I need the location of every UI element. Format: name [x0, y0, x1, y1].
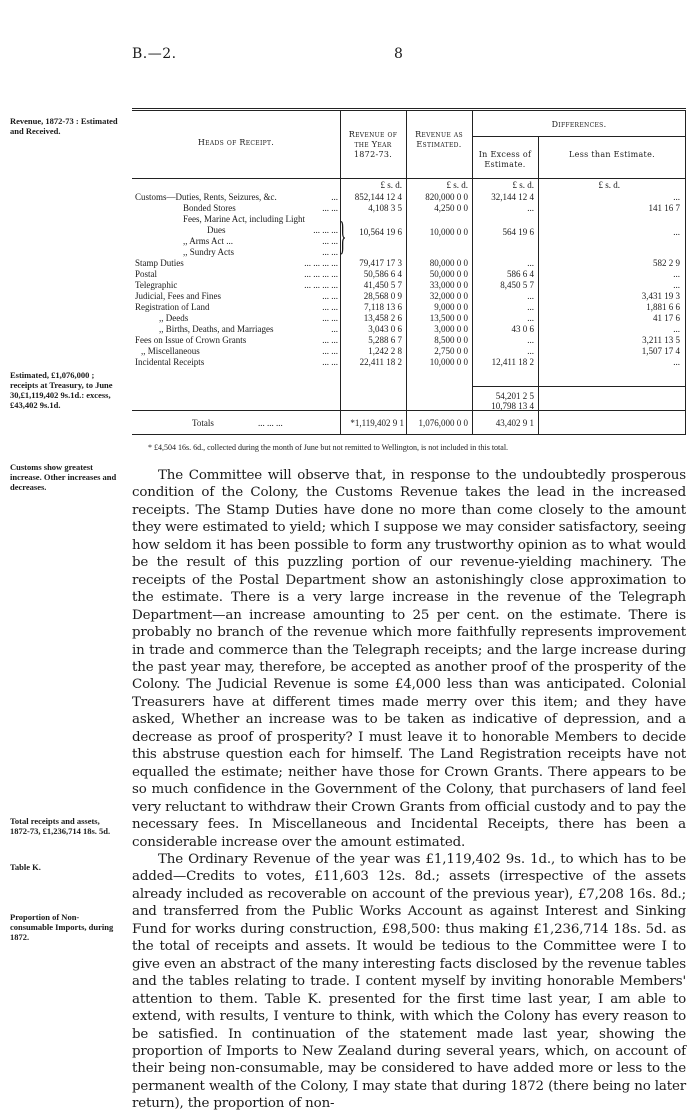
page-number: 8: [394, 46, 403, 62]
cell-less: ...: [673, 192, 680, 202]
cell-excess: 586 6 4: [507, 269, 534, 279]
cell-excess: ...: [527, 291, 534, 301]
cell-revenue: 852,144 12 4: [354, 192, 402, 202]
header-revenue-year: Revenue of the Year 1872-73.: [348, 130, 398, 159]
row-label: Dues: [207, 225, 226, 235]
table-footnote: * £4,504 16s. 6d., collected during the month of June but not remitted to Wellington, is not included in this total.: [148, 443, 509, 452]
paragraph: The Committee will observe that, in response to the undoubtedly prosperous condition of the Colony, the Customs Revenue takes the lead in the increased receipts. The Stamp Duties have done no more than come closely to the amount they were estimated to yield; which I suppose we may consider satisfactory, seeing how seldom it has been possible to form any trustworthy opinion as to what would be the result of this puzzling portion of our revenue-yielding machinery. The receipts of the Postal Department show an astonishingly close approximation to the estimate. There is a very large increase in the revenue of the Telegraph Department—an increase amounting to 25 per cent. on the estimate. There is probably no branch of the revenue which more faithfully represents improvement in trade and commerce than the Telegraph receipts; and the large increase during the past year may, therefore, be accepted as another proof of the prosperity of the Colony. The Judicial Revenue is some £4,000 less than was anticipated. Colonial Treasurers have at different times made merry over this item; and they have asked, Whether an increase was to be taken as indicative of depression, and a decrease as proof of prosperity? I must leave it to honorable Members to decide this abstruse question each for himself. The Land Registration receipts have not equalled the estimate; neither have those for Crown Grants. There appears to be so much confidence in the Government of the Colony, that purchasers of land feel very reluctant to withdraw their Crown Grants from official custody and to pay the necessary fees. In Miscellaneous and Incidental Receipts, there has been a considerable increase over the amount estimated.: [132, 468, 686, 850]
cell-less: ...: [673, 280, 680, 290]
cell-excess: ...: [527, 203, 534, 213]
cell-revenue: 3,043 0 6: [368, 324, 402, 334]
header-in-excess: In Excess of Estimate.: [478, 150, 532, 169]
cell-less: 141 16 7: [648, 203, 680, 213]
cell-excess: ...: [527, 335, 534, 345]
cell-estimated: 32,000 0 0: [429, 291, 468, 301]
cell-estimated: 10,000 0 0: [429, 227, 468, 237]
row-leader-dots: ...: [331, 324, 338, 334]
row-leader-dots: ... ...: [322, 335, 338, 345]
header-less-than: Less than Estimate.: [569, 150, 655, 159]
row-label: ,, Deeds: [159, 313, 189, 323]
row-leader-dots: ... ... ... ...: [304, 280, 338, 290]
cell-revenue: 28,568 0 9: [363, 291, 402, 301]
cell-less: ...: [673, 357, 680, 367]
cell-estimated: 33,000 0 0: [429, 280, 468, 290]
row-leader-dots: ... ...: [322, 346, 338, 356]
units-label: £ s. d.: [598, 180, 620, 190]
margin-note-total-receipts: Total receipts and assets, 1872-73, £1,236,714 18s. 5d.: [10, 816, 111, 836]
row-leader-dots: ... ... ...: [313, 225, 338, 235]
row-label: Fees on Issue of Crown Grants: [135, 335, 247, 345]
cell-revenue: 7,118 13 6: [364, 302, 402, 312]
cell-revenue: 5,288 6 7: [368, 335, 402, 345]
row-leader-dots: ... ... ... ...: [304, 258, 338, 268]
cell-estimated: 10,000 0 0: [429, 357, 468, 367]
row-leader-dots: ... ...: [322, 203, 338, 213]
cell-less: ...: [673, 227, 680, 237]
row-leader-dots: ... ...: [322, 357, 338, 367]
cell-revenue: 50,586 6 4: [363, 269, 402, 279]
cell-excess: ...: [527, 346, 534, 356]
totals-revenue: *1,119,402 9 1: [350, 418, 404, 428]
header-revenue-estimated: Revenue as Estimated.: [415, 130, 463, 149]
margin-note-table-k: Table K.: [10, 862, 41, 872]
cell-estimated: 8,500 0 0: [434, 335, 468, 345]
subtotal-excess: 54,201 2 5: [495, 391, 534, 401]
row-label: Customs—Duties, Rents, Seizures, &c.: [135, 192, 277, 202]
row-leader-dots: ... ...: [322, 236, 338, 246]
cell-estimated: 80,000 0 0: [429, 258, 468, 268]
cell-less: 3,431 19 3: [641, 291, 680, 301]
row-label: Bonded Stores: [183, 203, 236, 213]
cell-less: 1,507 17 4: [641, 346, 680, 356]
cell-less: 3,211 13 5: [642, 335, 680, 345]
cell-less: 1,881 6 6: [646, 302, 680, 312]
row-label: ,, Arms Act ...: [183, 236, 234, 246]
row-label: Judicial, Fees and Fines: [135, 291, 221, 301]
brace-marine-fees: }: [338, 213, 347, 258]
cell-estimated: 9,000 0 0: [434, 302, 468, 312]
row-label: Telegraphic: [135, 280, 178, 290]
cell-estimated: 820,000 0 0: [425, 192, 468, 202]
cell-revenue: 22,411 18 2: [359, 357, 402, 367]
row-leader-dots: ...: [331, 192, 338, 202]
row-label: ,, Miscellaneous: [141, 346, 200, 356]
page-header-reference: B.—2.: [132, 46, 177, 62]
row-leader-dots: ... ...: [322, 247, 338, 257]
totals-estimated: 1,076,000 0 0: [418, 418, 468, 428]
margin-note-non-consumable: Proportion of Non-consumable Imports, during 1872.: [10, 912, 114, 942]
totals-label: Totals: [192, 418, 214, 428]
cell-excess: 12,411 18 2: [491, 357, 534, 367]
row-label: Fees, Marine Act, including Light: [183, 214, 305, 224]
units-label: £ s. d.: [380, 180, 402, 190]
cell-excess: ...: [527, 302, 534, 312]
row-leader-dots: ... ...: [322, 313, 338, 323]
cell-excess: ...: [527, 313, 534, 323]
row-leader-dots: ... ...: [322, 291, 338, 301]
cell-revenue: 41,450 5 7: [363, 280, 402, 290]
cell-estimated: 50,000 0 0: [429, 269, 468, 279]
cell-excess: 564 19 6: [502, 227, 534, 237]
totals-leader-dots: ... ... ...: [258, 418, 283, 428]
body-text: [132, 467, 686, 1113]
units-label: £ s. d.: [512, 180, 534, 190]
cell-revenue: 10,564 19 6: [359, 227, 402, 237]
margin-note-customs: Customs show greatest increase. Other increases and decreases.: [10, 462, 117, 492]
row-label: Incidental Receipts: [135, 357, 205, 367]
row-label: ,, Births, Deaths, and Marriages: [159, 324, 274, 334]
cell-excess: 8,450 5 7: [500, 280, 534, 290]
margin-note-estimated: Estimated, £1,076,000 ; receipts at Treasury, to June 30,£1,119,402 9s.1d.: excess,£43,402 9s.1d.: [10, 370, 113, 410]
cell-revenue: 4,108 3 5: [368, 203, 402, 213]
cell-revenue: 1,242 2 8: [368, 346, 402, 356]
paragraph: The Ordinary Revenue of the year was £1,119,402 9s. 1d., to which has to be added—Credits to votes, £11,603 12s. 8d.; assets (irrespective of the assets already included as recoverable on account of the previous year), £7,208 16s. 8d.; and transferred from the Public Works Account as against Interest and Sinking Fund for works during construction, £98,500: thus making £1,236,714 18s. 5d. as the total of receipts and assets. It would be tedious to the Committee were I to give even an abstract of the many interesting facts disclosed by the revenue tables and the tables relating to trade. I content myself by inviting honorable Members' attention to them. Table K. presented for the first time last year, I am able to extend, with results, I venture to think, with which the Colony has every reason to be satisfied. In continuation of the statement made last year, showing the proportion of Imports to New Zealand during several years, which, on account of their being non-consumable, may be considered to have added more or less to the permanent wealth of the Colony, I may state that during 1872 (there being no later return), the proportion of non-: [132, 851, 686, 1112]
cell-estimated: 4,250 0 0: [434, 203, 468, 213]
row-leader-dots: ... ...: [322, 302, 338, 312]
row-label: Postal: [135, 269, 158, 279]
header-differences: Differences.: [551, 120, 607, 129]
row-leader-dots: ... ... ... ...: [304, 269, 338, 279]
cell-estimated: 13,500 0 0: [429, 313, 468, 323]
revenue-table: [132, 108, 686, 435]
cell-less: 41 17 6: [653, 313, 680, 323]
totals-excess: 43,402 9 1: [495, 418, 534, 428]
cell-excess: ...: [527, 258, 534, 268]
subtotal-less: 10,798 13 4: [491, 401, 534, 411]
margin-note-revenue: Revenue, 1872-73 : Estimated and Received.: [10, 116, 118, 136]
cell-less: ...: [673, 269, 680, 279]
cell-excess: 43 0 6: [511, 324, 534, 334]
header-heads-of-receipt: Heads of Receipt.: [197, 138, 275, 147]
cell-estimated: 2,750 0 0: [434, 346, 468, 356]
row-label: Stamp Duties: [135, 258, 184, 268]
cell-less: 582 2 9: [653, 258, 680, 268]
cell-revenue: 13,458 2 6: [363, 313, 402, 323]
cell-excess: 32,144 12 4: [491, 192, 534, 202]
units-label: £ s. d.: [446, 180, 468, 190]
cell-less: ...: [673, 324, 680, 334]
row-label: ,, Sundry Acts: [183, 247, 235, 257]
row-label: Registration of Land: [135, 302, 210, 312]
cell-revenue: 79,417 17 3: [359, 258, 402, 268]
cell-estimated: 3,000 0 0: [434, 324, 468, 334]
